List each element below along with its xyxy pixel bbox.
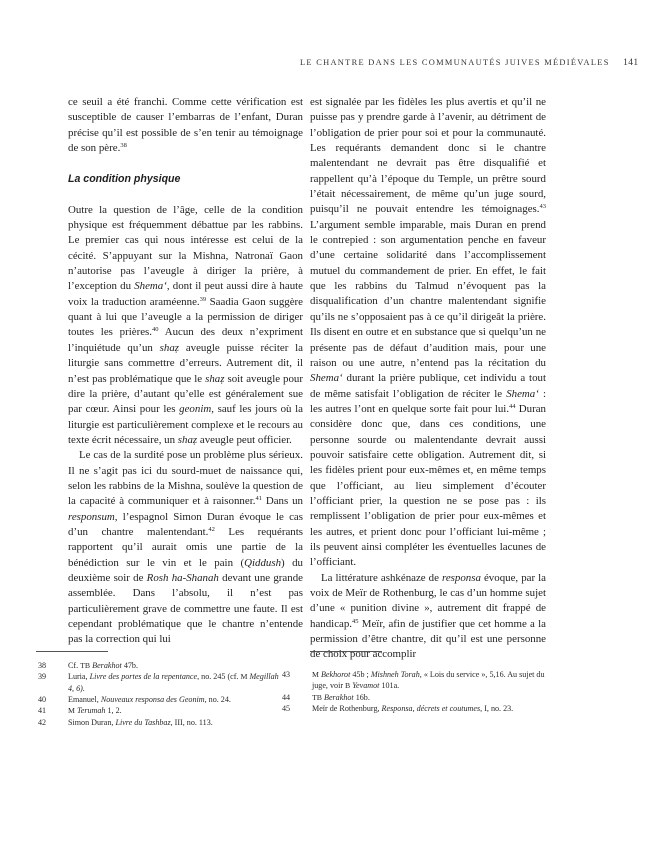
footnote-text: Emanuel, Nouveaux responsa des Geonim, no. 24. [68,695,231,705]
paragraph: ce seuil a été franchi. Comme cette vérification est susceptible de causer l’embarras de l’enfant, Duran précise qu’il est possible de s’en tenir au témoignage de son père.$^{38}$ [68,96,303,155]
running-head [300,58,639,68]
footnote-number: 39 [38,672,47,682]
footnote-text: M Bekhorot 45b ; Mishneh Torah, « Lois du service », 5,16. Au sujet du juge, voir B Yevamot 101a. [312,670,545,691]
footnote-ref[interactable]: 41 [255,495,262,503]
footnote-number: 38 [38,661,47,670]
footnote [36,717,286,728]
footnote-number: 41 [38,706,47,716]
footnote [36,705,286,716]
footnote-ref[interactable]: 42 [208,525,215,533]
left-column [68,95,303,648]
footnote-text: Luria, Livre des portes de la repentance, no. 245 (cf. M Megillah 4, 6). [68,672,279,693]
footnote-number: 45 [282,704,291,714]
footnotes-right [280,669,550,714]
footnote-number: 42 [38,717,47,727]
footnote [280,703,550,714]
footnote [280,669,550,692]
footnote-ref[interactable]: 44 [509,402,516,410]
footnote-text: Simon Duran, Livre du Tashbaz, III, no. 113. [68,717,213,727]
footnote [36,694,286,705]
running-title: LE CHANTRE DANS LES COMMUNAUTÉS JUIVES MÉDIÉVALES [300,58,610,67]
footnote [280,692,550,703]
footnote-ref[interactable]: 38 [120,142,127,150]
footnote-ref[interactable]: 39 [199,295,207,303]
footnote-number: 40 [38,695,47,705]
footnote-text: Cf. TB Berakhot 47b. [68,661,138,670]
page-number: 141 [623,58,639,68]
right-column [310,95,546,663]
footnote-text: M Terumah 1, 2. [68,706,122,716]
paragraph: La littérature ashkénaze de responsa évoque, par la voix de Meïr de Rothenburg, le cas d’un homme sujet d’une « punition divine », autrement dit frappé de handicap.$^{45}$ Meïr, afin de justifier que cet homme a la permission d’être chantre, dit qu’il est une personne de choix pour accomplir [310,571,546,661]
paragraph: Outre la question de l’âge, celle de la condition physique est fréquemment débattue par les rabbins. Le premier cas qui nous intéresse est celui de la cécité. S’appuyant sur la Mishna, Natronaï Gaon n’autorise pas l’aveugle à diriger la prière, à l’exception du Shema‘, dont il peut aussi dire à haute voix la traduction araméenne.$^{39}$ Saadia Gaon suggère quant à lui que l’aveugle a la permission de diriger toutes les prières.$^{40}$ Aucun des deux n’expriment l’inquiétude qu’un shaẓ aveugle puisse réciter la liturgie sans commettre d’erreurs. Autrement dit, il n’est pas problématique que le shaẓ soit aveugle pour dire la prière, d’autant qu’elle est généralement sue par cœur. Ainsi pour les geonim, sauf les jours où la liturgie est particulièrement complexe et le recours au texte écrit nécessaire, un shaẓ aveugle peut officier. [68,203,304,446]
footnote-rule [310,651,382,652]
footnote-text: TB Berakhot 16b. [312,692,370,702]
footnote-ref[interactable]: 45 [352,617,359,625]
footnote-text: Meïr de Rothenburg, Responsa, décrets et coutumes, I, no. 23. [312,704,514,714]
footnote-number: 44 [282,692,291,702]
footnote [36,660,286,671]
footnote-ref[interactable]: 43 [539,203,546,211]
paragraph: est signalée par les fidèles les plus avertis et qu’il ne puisse pas y prendre garde à l’avenir, au détriment de l’obligation de prier pour soi et pour la communauté. Les requérants demandent donc si le chantre malentendant ne devrait pas être disqualifié et rappellent qu’à l’époque du Temple, un prêtre sourd l’était nécessairement, de même qu’un juge sourd, puisqu’il ne pouvait entendre les témoignages.$^{43}$ L’argument semble imparable, mais Duran en prend le contrepied : son argumentation penche en faveur d’une certaine solidarité dans l’accomplissement mutuel du commandement de prier. En effet, le fait que les rabbins du Talmud n’évoquent pas la disqualification d’un chantre malentendant signifie qu’ils ne s’opposaient pas à ce qu’il dirigeât la prière. Ils disent en outre et en substance que si quelqu’un ne présente pas de défaut d’audition mais, pour une raison ou une autre, n’entend pas la récitation du Shema‘ durant la prière publique, cet individu a tout de même satisfait l’obligation de réciter le Shema‘ : les autres l’ont en quelque sorte fait pour lui.$^{44}$ Duran considère donc que, dans ces conditions, une personne sourde ou malentendante devrait aussi pouvoir satisfaire cette obligation. Autrement dit, si les fidèles prient pour eux-mêmes et, en même temps que l’officiant, au lieu simplement d’écouter l’officiant prier, la question ne se pose pas : ils remplissent l’obligation de prier pour eux-mêmes et les autres, et prient donc pour l’officiant lui-même ; ils peuvent ainsi compléter les éventuelles lacunes de l’officiant. [310,96,546,569]
footnote-ref[interactable]: 40 [152,326,159,334]
footnotes-left [36,660,286,728]
footnote-number: 43 [282,670,291,679]
section-heading: La condition physique [68,173,181,186]
footnote-rule [36,651,108,652]
paragraph: Le cas de la surdité pose un problème plus sérieux. Il ne s’agit pas ici du sourd-muet de naissance qui, selon les rabbins de la Mishna, soulève la question de la capacité à communiquer et à raisonner.$^{41}$ Dans un responsum, l’espagnol Simon Duran évoque le cas d’un chantre malentendant.$^{42}$ Les requérants rapportent qu’il aurait omis une partie de la bénédiction sur le vin et le pain (Qiddush) du deuxième soir de Rosh ha-Shanah devant une grande assemblée. Dans l’absolu, il n’est pas particulièrement grave de commettre une faute. Il est cependant problématique que le chantre n’entende pas la correction qui lui [68,449,303,646]
footnote [36,671,286,694]
